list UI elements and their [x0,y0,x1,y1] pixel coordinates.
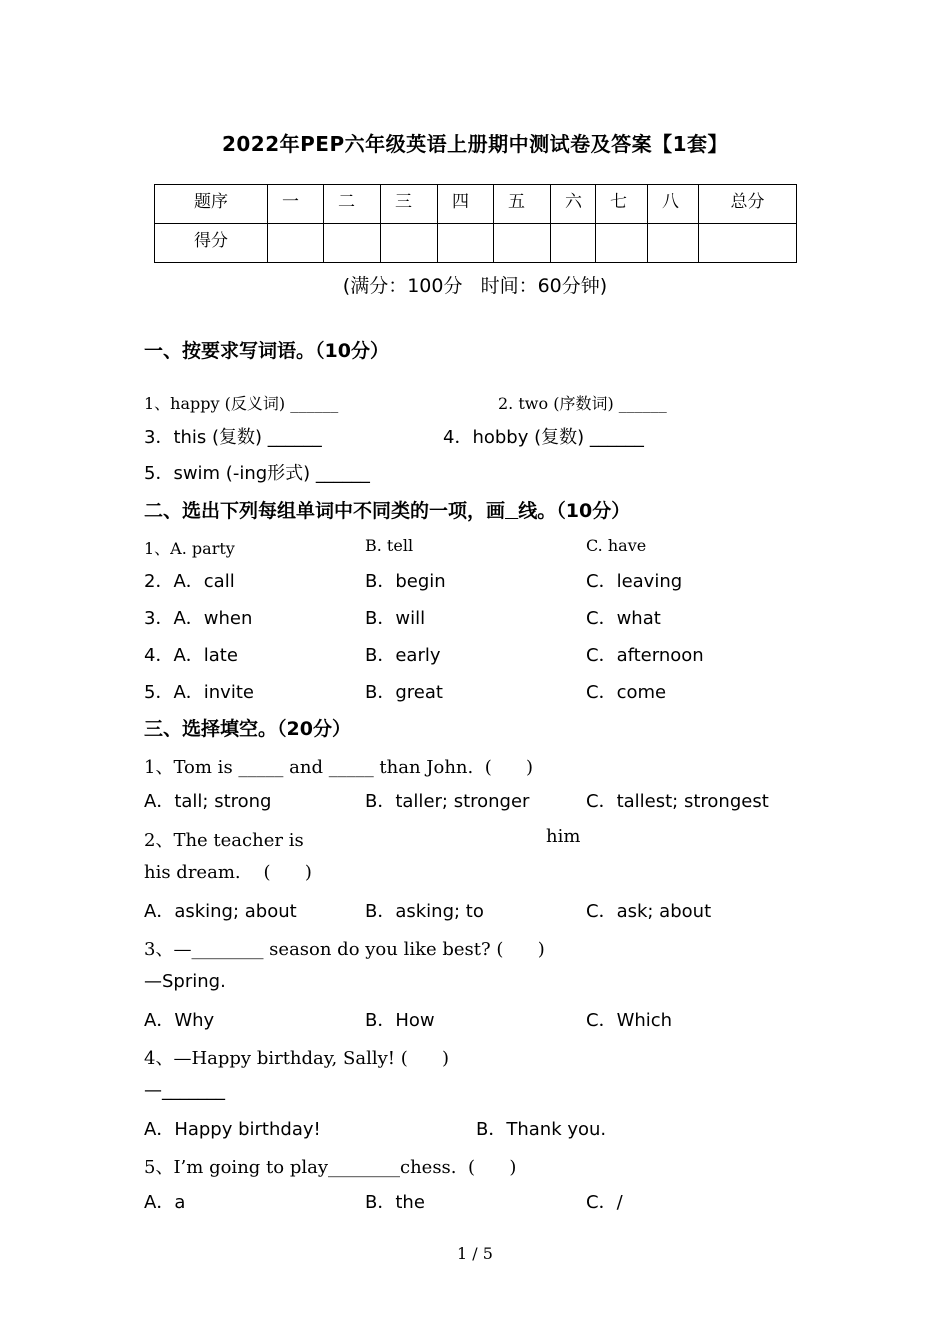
section1-item-2: 2. two (序数词) ______ [498,394,667,413]
section2-row-4-c: C．afternoon [586,645,704,666]
section2-row-2-a: 2．A．call [144,571,235,592]
score-cell [596,224,648,263]
score-table-header-row [155,185,797,224]
section1-item-5: 5．swim (-ing形式) ______ [144,463,370,484]
section3-q3-option-c: C．Which [586,1010,673,1031]
section3-heading: 三、选择填空。（20分） [144,718,351,740]
section3-q1-option-b: B．taller; stronger [365,791,530,812]
score-table [154,184,797,263]
section2-row-1-c: C. have [586,536,647,555]
section3-q2-option-b: B．asking; to [365,901,484,922]
section2-row-4-a: 4．A．late [144,645,238,666]
score-cell [494,224,551,263]
score-column-4: 四 [438,185,494,224]
section3-q4-option-a: A．Happy birthday! [144,1119,321,1140]
section2-row-5-a: 5．A．invite [144,682,254,703]
section2-row-1-b: B. tell [365,536,414,555]
score-column-5: 五 [494,185,551,224]
score-column-3: 三 [381,185,438,224]
section3-q2-line1: 2、The teacher is [144,830,304,851]
section2-heading-post: 线。（10分） [518,500,631,522]
score-column-7: 七 [596,185,648,224]
section3-q4: 4、—Happy birthday, Sally! ( ) [144,1048,450,1069]
section3-q5-option-a: A．a [144,1192,186,1213]
score-header-label: 题序 [155,185,268,224]
section3-q1-option-a: A．tall; strong [144,791,272,812]
section2-heading-underline [505,500,518,522]
section2-row-1-a: 1、A. party [144,539,235,558]
score-row-label: 得分 [155,224,268,263]
score-column-8: 八 [648,185,699,224]
section3-q3-option-a: A．Why [144,1010,215,1031]
section3-q2-line1-end: him [546,826,581,847]
score-column-1: 一 [268,185,324,224]
section3-q1-option-c: C．tallest; strongest [586,791,769,812]
score-column-6: 六 [551,185,596,224]
section2-row-3-b: B．will [365,608,426,629]
section3-q4-answer-line: —_______ [144,1080,225,1101]
section3-q4-option-b: B．Thank you. [476,1119,607,1140]
section3-q3: 3、—________ season do you like best? ( ) [144,939,545,960]
section2-row-2-b: B．begin [365,571,446,592]
page-number: 1 / 5 [457,1244,493,1263]
section3-q5-option-b: B．the [365,1192,425,1213]
section2-row-3-a: 3．A．when [144,608,253,629]
section3-q2-line2: his dream. ( ) [144,862,312,883]
score-cell [648,224,699,263]
section2-heading-pre: 二、选出下列每组单词中不同类的一项，画 [144,500,506,522]
section3-q3-answer-line: —Spring. [144,971,226,992]
section3-q2-option-a: A．asking; about [144,901,297,922]
section3-q2-option-c: C．ask; about [586,901,712,922]
section2-row-2-c: C．leaving [586,571,683,592]
score-cell [268,224,324,263]
score-column-total: 总分 [699,185,797,224]
score-time-note: (满分：100分 时间：60分钟) [342,275,608,297]
score-column-2: 二 [324,185,381,224]
section1-heading: 一、按要求写词语。（10分） [144,340,389,362]
score-cell [438,224,494,263]
section2-row-5-c: C．come [586,682,667,703]
section3-q3-option-b: B．How [365,1010,435,1031]
section1-item-4: 4．hobby (复数) ______ [443,427,644,448]
section2-heading [144,496,630,523]
section2-row-5-b: B．great [365,682,443,703]
section2-row-4-b: B．early [365,645,441,666]
score-cell [699,224,797,263]
score-cell [551,224,596,263]
section1-item-1: 1、happy (反义词) ______ [144,394,339,413]
section3-q5-option-c: C．/ [586,1192,623,1213]
section2-row-3-c: C．what [586,608,661,629]
section1-item-3: 3．this (复数) ______ [144,427,322,448]
score-table-score-row [155,224,797,263]
page-title: 2022年PEP六年级英语上册期中测试卷及答案【1套】 [221,132,729,156]
section3-q5: 5、I’m going to play________chess. ( ) [144,1157,517,1178]
score-cell [324,224,381,263]
score-cell [381,224,438,263]
section3-q1: 1、Tom is _____ and _____ than John. ( ) [144,757,534,778]
